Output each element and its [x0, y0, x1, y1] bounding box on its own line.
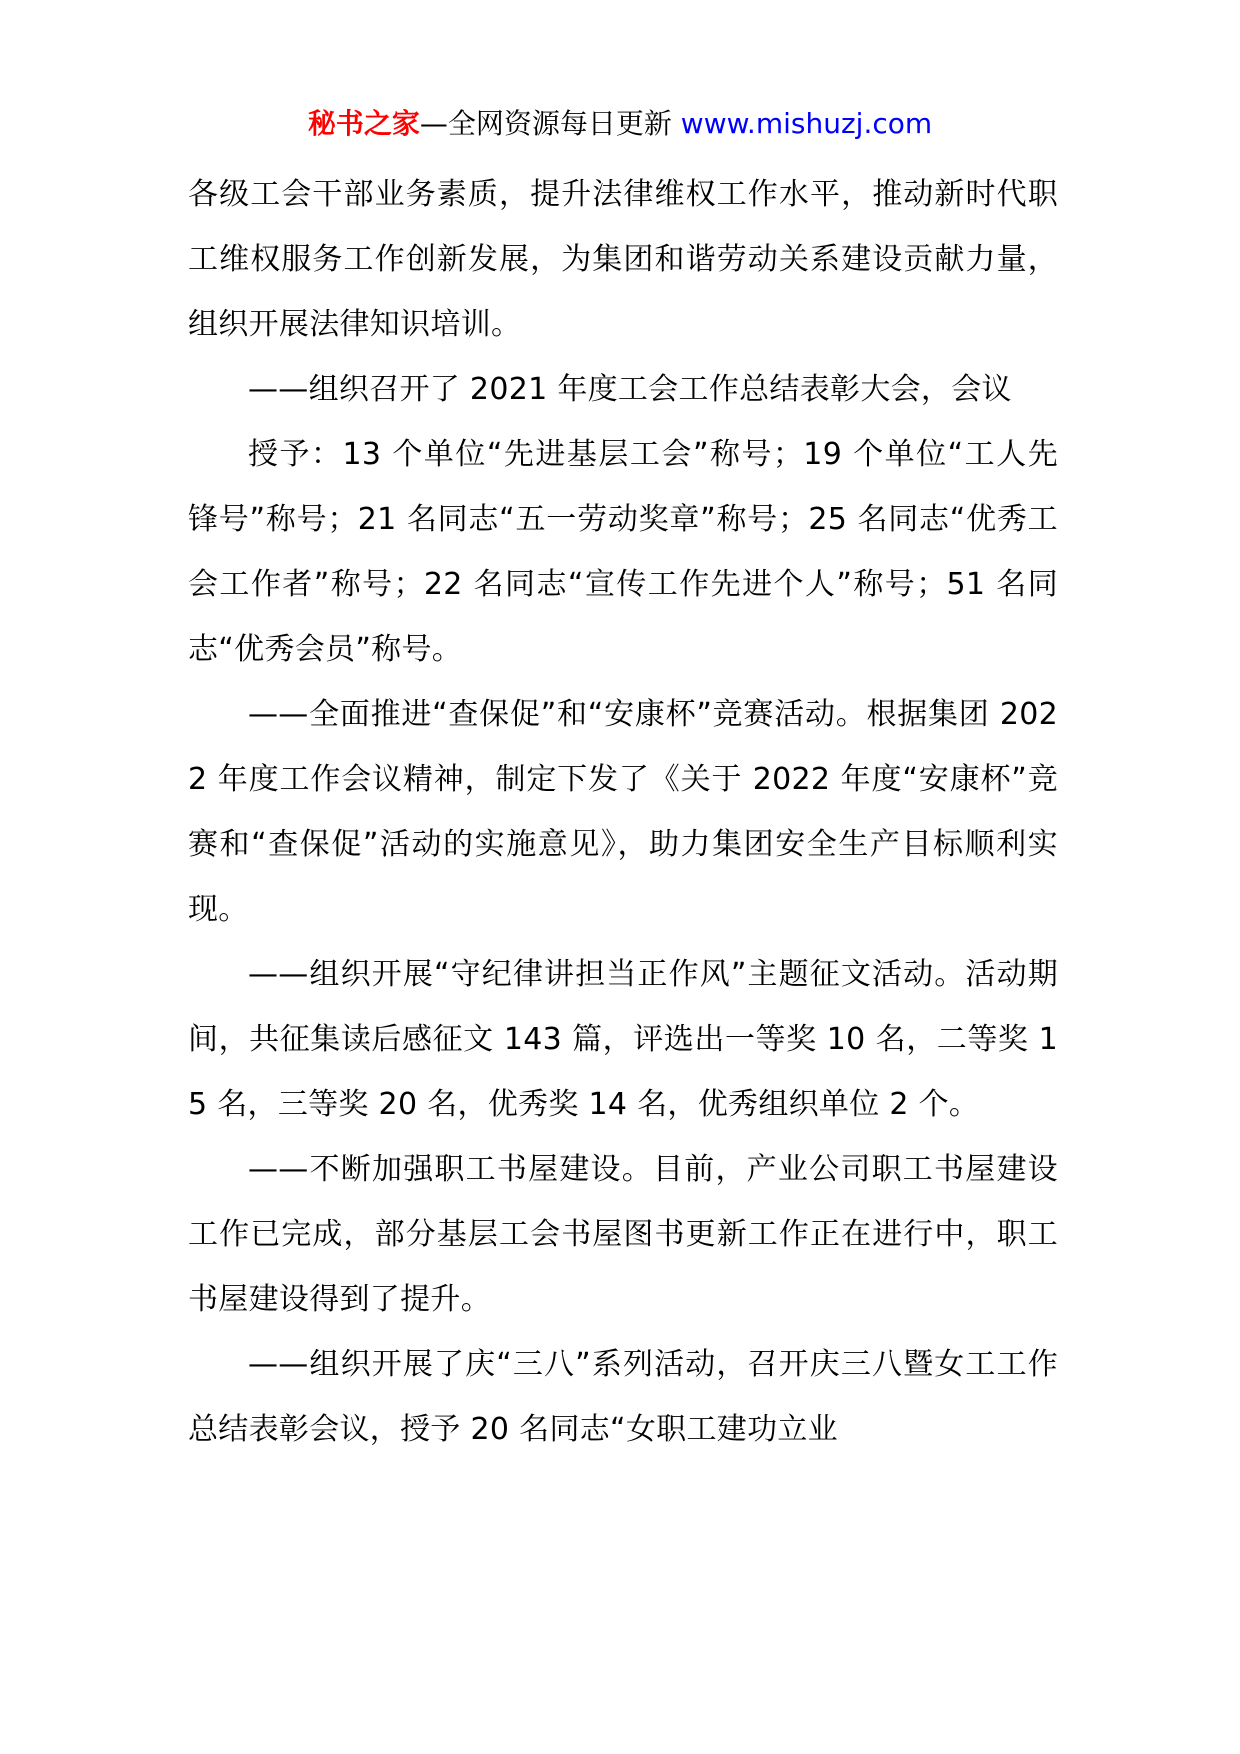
brand-name: 秘书之家	[307, 107, 420, 140]
paragraph-annual-meeting: ——组织召开了 2021 年度工会工作总结表彰大会，会议	[248, 372, 1012, 407]
paragraph-essay-contest: ——组织开展“守纪律讲担当正作风”主题征文活动。活动期间，共征集读后感征文 143 篇，评选出一等奖 10 名，二等奖 15 名，三等奖 20 名，优秀奖 14 名，优秀组织单位 2 个。	[188, 957, 1058, 1122]
header-tagline: —全网资源每日更新	[419, 107, 672, 140]
paragraph-legal-training: 各级工会干部业务素质，提升法律维权工作水平，推动新时代职工维权服务工作创新发展，为集团和谐劳动关系建设贡献力量，组织开展法律知识培训。	[188, 177, 1058, 342]
site-url-link[interactable]: www.mishuzj.com	[680, 107, 933, 140]
page-header	[0, 104, 1240, 144]
document-body	[188, 162, 1058, 1462]
paragraph-womens-day: ——组织开展了庆“三八”系列活动，召开庆三八暨女工工作总结表彰会议，授予 20 名同志“女职工建功立业	[188, 1347, 1058, 1447]
paragraph-awards: 授予：13 个单位“先进基层工会”称号；19 个单位“工人先锋号”称号；21 名同志“五一劳动奖章”称号；25 名同志“优秀工会工作者”称号；22 名同志“宣传工作先进个人”称号；51 名同志“优秀会员”称号。	[188, 437, 1058, 667]
paragraph-ankang-cup: ——全面推进“查保促”和“安康杯”竞赛活动。根据集团 2022 年度工作会议精神，制定下发了《关于 2022 年度“安康杯”竞赛和“查保促”活动的实施意见》，助力集团安全生产目标顺利实现。	[188, 697, 1058, 927]
paragraph-book-house: ——不断加强职工书屋建设。目前，产业公司职工书屋建设工作已完成，部分基层工会书屋图书更新工作正在进行中，职工书屋建设得到了提升。	[188, 1152, 1058, 1317]
